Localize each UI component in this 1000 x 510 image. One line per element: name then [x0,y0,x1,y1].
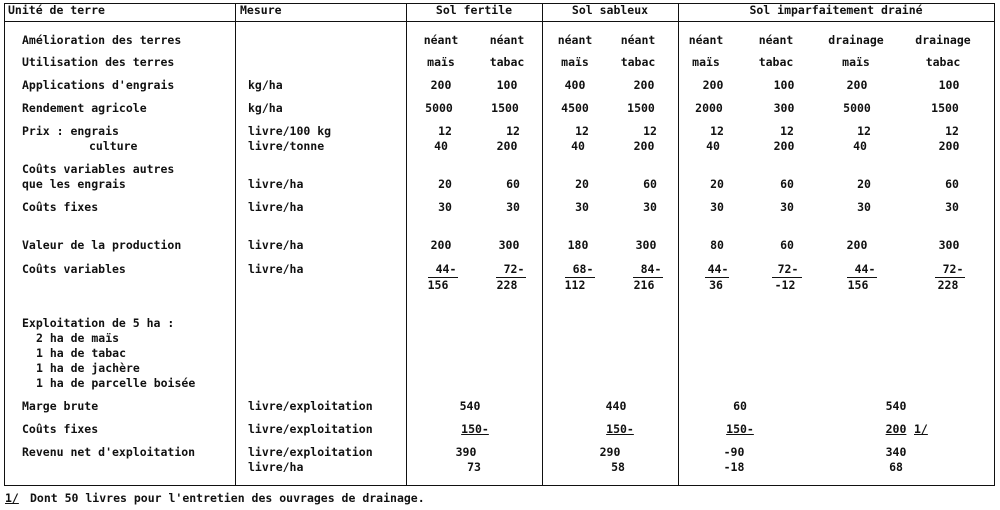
cell-couts-variables: 72- [503,262,525,276]
cell-prix-engrais: 12 [643,124,657,138]
cell-rendement: 5000 [843,101,871,115]
cell-couts-variables-result: 112 [564,278,586,292]
cell-marge-brute: 540 [459,399,481,413]
cell-utilisation: maïs [427,55,455,69]
cell-couts-var-autres: 20 [857,177,871,191]
row-label-couts-fixes-exploitation: Coûts fixes [22,422,99,436]
row-label-prix-culture: culture [89,139,138,153]
cell-couts-var-autres: 20 [710,177,724,191]
cell-engrais: 400 [564,78,586,92]
cell-amelioration: néant [423,33,459,47]
cell-couts-fixes-exploitation: 150- [461,422,489,436]
cell-couts-fixes: 30 [643,200,657,214]
cell-prix-engrais: 12 [780,124,794,138]
exploitation-item: 1 ha de parcelle boisée [36,376,196,390]
cell-prix-culture: 40 [706,139,720,153]
footnote-ref-marker: 1/ [914,422,928,436]
cell-utilisation: tabac [925,55,961,69]
cell-valeur: 80 [710,238,724,252]
cell-revenu-net-ha: -18 [723,460,745,474]
header-soil-fertile: Sol fertile [435,3,513,17]
unit-couts-fixes: livre/ha [248,200,304,214]
cell-amelioration: néant [557,33,593,47]
cell-couts-variables-result: 228 [496,278,518,292]
cell-prix-culture: 40 [434,139,448,153]
cell-prix-engrais: 12 [857,124,871,138]
cell-couts-variables: 72- [777,262,799,276]
cell-prix-engrais: 12 [438,124,452,138]
cell-couts-variables-result: 216 [633,278,655,292]
unit-rendement: kg/ha [248,101,283,115]
cell-prix-engrais: 12 [710,124,724,138]
unit-prix-engrais: livre/100 kg [248,124,332,138]
header-soil-poorly-drained: Sol imparfaitement drainé [749,3,923,17]
cell-revenu-net-ha: 58 [611,460,625,474]
cell-couts-fixes: 30 [506,200,520,214]
cell-prix-culture: 200 [938,139,960,153]
header-divider [4,21,995,22]
unit-prix-culture: livre/tonne [248,139,325,153]
cell-couts-variables: 44- [707,262,729,276]
cell-amelioration: néant [688,33,724,47]
cell-rendement: 300 [773,101,795,115]
cell-couts-fixes-exploitation: 150- [606,422,634,436]
row-label-amelioration: Amélioration des terres [22,33,182,47]
cell-prix-culture: 200 [633,139,655,153]
cell-couts-variables: 44- [435,262,457,276]
cell-couts-variables: 72- [942,262,964,276]
header-measure: Mesure [240,3,282,17]
column-divider [406,3,407,486]
cell-prix-culture: 200 [496,139,518,153]
cell-rendement: 1500 [491,101,519,115]
cell-revenu-net-ha: 73 [467,460,481,474]
cell-engrais: 100 [773,78,795,92]
cell-revenu-net-ha: 68 [889,460,903,474]
cell-marge-brute: 540 [885,399,907,413]
cell-utilisation: tabac [620,55,656,69]
cell-revenu-net: 390 [455,445,477,459]
cell-engrais: 100 [496,78,518,92]
cell-amelioration: néant [620,33,656,47]
column-divider [678,3,679,486]
row-label-couts-fixes: Coûts fixes [22,200,99,214]
cell-marge-brute: 60 [733,399,747,413]
unit-couts-var-autres: livre/ha [248,177,304,191]
row-label-valeur: Valeur de la production [22,238,182,252]
cell-rendement: 4500 [561,101,589,115]
unit-revenu-net-ha: livre/ha [248,460,304,474]
cell-couts-variables: 68- [572,262,594,276]
cell-engrais: 200 [702,78,724,92]
cell-couts-var-autres: 60 [780,177,794,191]
cell-rendement: 2000 [695,101,723,115]
cell-couts-fixes: 30 [575,200,589,214]
cell-couts-variables-result: 36 [709,278,723,292]
cell-couts-fixes-exploitation: 200 [885,422,907,436]
cell-valeur: 200 [430,238,452,252]
cell-valeur: 300 [938,238,960,252]
cell-amelioration: néant [489,33,525,47]
cell-engrais: 200 [633,78,655,92]
cell-couts-variables-result: -12 [774,278,796,292]
row-label-couts-variables: Coûts variables [22,262,126,276]
cell-marge-brute: 440 [605,399,627,413]
cell-couts-fixes-exploitation: 150- [726,422,754,436]
cell-couts-fixes: 30 [857,200,871,214]
row-label-engrais: Applications d'engrais [22,78,175,92]
exploitation-title: Exploitation de 5 ha : [22,316,175,330]
row-label-prix: Prix : engrais [22,124,119,138]
cell-couts-variables-result: 156 [427,278,449,292]
cell-revenu-net: 340 [885,445,907,459]
cell-amelioration: drainage [915,33,971,47]
cell-couts-fixes: 30 [945,200,959,214]
row-label-couts-var-autres: Coûts variables autres [22,162,175,176]
cell-couts-var-autres: 20 [575,177,589,191]
cell-engrais: 200 [846,78,868,92]
unit-engrais: kg/ha [248,78,283,92]
column-divider [542,3,543,486]
cell-couts-var-autres: 60 [643,177,657,191]
cell-couts-var-autres: 20 [438,177,452,191]
cell-engrais: 100 [938,78,960,92]
row-label-marge-brute: Marge brute [22,399,99,413]
cell-rendement: 5000 [425,101,453,115]
cell-couts-fixes: 30 [710,200,724,214]
cell-prix-engrais: 12 [575,124,589,138]
cell-couts-variables: 84- [640,262,662,276]
cell-couts-variables-result: 228 [937,278,959,292]
cell-valeur: 200 [846,238,868,252]
cell-utilisation: tabac [489,55,525,69]
cell-couts-fixes: 30 [438,200,452,214]
cell-amelioration: drainage [828,33,884,47]
cell-couts-var-autres: 60 [506,177,520,191]
footnote-ref: 1/ [5,491,19,505]
unit-couts-variables: livre/ha [248,262,304,276]
exploitation-item: 1 ha de jachère [36,361,140,375]
exploitation-item: 1 ha de tabac [36,346,127,360]
cell-couts-fixes: 30 [780,200,794,214]
cell-prix-culture: 40 [571,139,585,153]
row-label-rendement: Rendement agricole [22,101,147,115]
cell-valeur: 300 [498,238,520,252]
cell-prix-culture: 40 [853,139,867,153]
cell-couts-variables: 44- [854,262,876,276]
unit-marge-brute: livre/exploitation [248,399,373,413]
cell-prix-engrais: 12 [945,124,959,138]
cell-revenu-net: -90 [723,445,745,459]
cell-utilisation: maïs [692,55,720,69]
cell-utilisation: maïs [842,55,870,69]
row-label-couts-var-autres-2: que les engrais [22,177,126,191]
footnote-text: Dont 50 livres pour l'entretien des ouvrages de drainage. [30,491,425,505]
cell-valeur: 300 [635,238,657,252]
cell-utilisation: maïs [561,55,589,69]
cell-utilisation: tabac [758,55,794,69]
unit-valeur: livre/ha [248,238,304,252]
header-unit: Unité de terre [8,3,105,17]
unit-couts-fixes-exploitation: livre/exploitation [248,422,373,436]
cell-amelioration: néant [758,33,794,47]
cell-rendement: 1500 [931,101,959,115]
cell-rendement: 1500 [627,101,655,115]
cell-valeur: 180 [567,238,589,252]
cell-prix-engrais: 12 [506,124,520,138]
row-label-utilisation: Utilisation des terres [22,55,175,69]
cell-engrais: 200 [430,78,452,92]
exploitation-item: 2 ha de maïs [36,331,120,345]
cell-prix-culture: 200 [773,139,795,153]
unit-revenu-net: livre/exploitation [248,445,373,459]
row-label-revenu-net: Revenu net d'exploitation [22,445,196,459]
cell-revenu-net: 290 [599,445,621,459]
cell-valeur: 60 [780,238,794,252]
cell-couts-var-autres: 60 [945,177,959,191]
column-divider [235,3,236,486]
cell-couts-variables-result: 156 [847,278,869,292]
header-soil-sandy: Sol sableux [571,3,649,17]
